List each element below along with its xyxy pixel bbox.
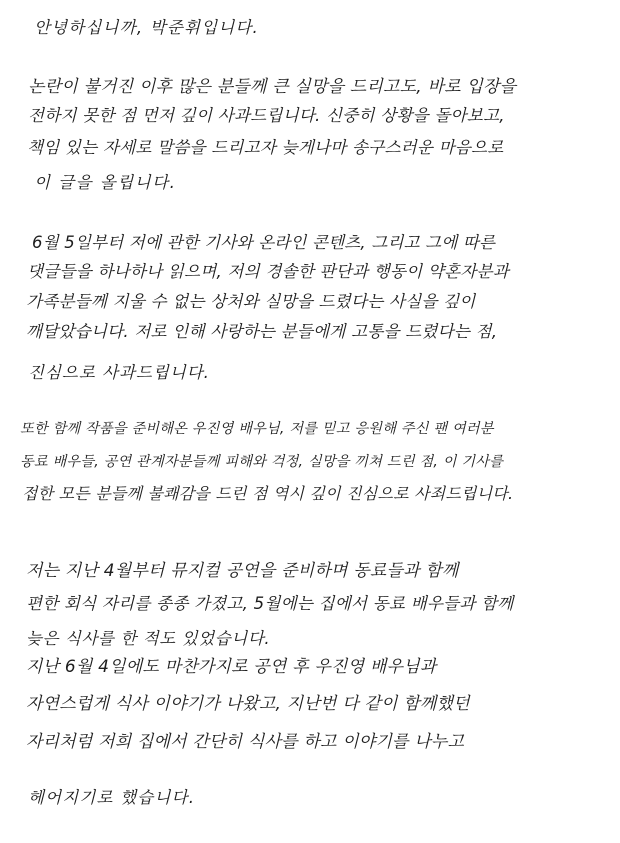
letter-line: 지난 6월 4일에도 마찬가지로 공연 후 우진영 배우님과 (26, 657, 437, 677)
letter-line: 전하지 못한 점 먼저 깊이 사과드립니다. 신중히 상황을 돌아보고, (28, 106, 505, 125)
letter-line: 편한 회식 자리를 종종 가졌고, 5월에는 집에서 동료 배우들과 함께 (26, 594, 514, 613)
letter-line: 가족분들께 지울 수 없는 상처와 실망을 드렸다는 사실을 깊이 (26, 292, 476, 311)
letter-line: 책임 있는 자세로 말씀을 드리고자 늦게나마 송구스러운 마음으로 (27, 138, 504, 157)
letter-line: 진심으로 사과드립니다. (28, 363, 210, 382)
letter-line: 깨달았습니다. 저로 인해 사랑하는 분들에게 고통을 드렸다는 점, (26, 322, 498, 341)
letter-line: 늦은 식사를 한 적도 있었습니다. (26, 629, 271, 648)
letter-line: 저는 지난 4월부터 뮤지컬 공연을 준비하며 동료들과 함께 (26, 561, 459, 581)
letter-line: 자리처럼 저희 집에서 간단히 식사를 하고 이야기를 나누고 (26, 732, 465, 752)
letter-line: 동료 배우들, 공연 관계자분들께 피해와 걱정, 실망을 끼쳐 드린 점, 이 기사를 (20, 454, 504, 470)
letter-line: 또한 함께 작품을 준비해온 우진영 배우님, 저를 믿고 응원해 주신 팬 여러분 (20, 421, 494, 437)
letter-line: 자연스럽게 식사 이야기가 나왔고, 지난번 다 같이 함께했던 (26, 694, 470, 714)
letter-line: 논란이 불거진 이후 많은 분들께 큰 실망을 드리고도, 바로 입장을 (28, 77, 517, 97)
letter-line: 6월 5일부터 저에 관한 기사와 온라인 콘텐츠, 그리고 그에 따른 (32, 233, 496, 252)
letter-line: 이 글을 올립니다. (34, 173, 177, 192)
letter-greeting: 안녕하십니까, 박준휘입니다. (34, 18, 260, 37)
letter-line: 댓글들을 하나하나 읽으며, 저의 경솔한 판단과 행동이 약혼자분과 (27, 262, 509, 281)
letter-line: 헤어지기로 했습니다. (28, 788, 196, 807)
letter-line: 접한 모든 분들께 불쾌감을 드린 점 역시 깊이 진심으로 사죄드립니다. (22, 484, 514, 503)
